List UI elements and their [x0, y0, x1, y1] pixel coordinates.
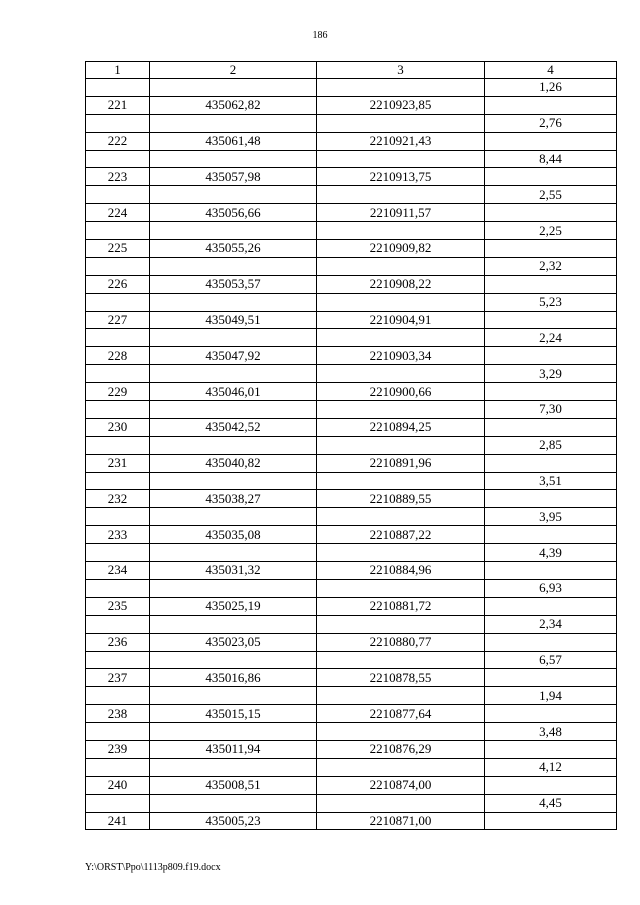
point-number-cell: 234	[86, 562, 150, 580]
empty-cell	[150, 472, 317, 490]
empty-cell	[485, 383, 617, 401]
empty-cell	[485, 562, 617, 580]
empty-cell	[317, 579, 485, 597]
coordinate-x-cell: 435053,57	[150, 275, 317, 293]
empty-cell	[485, 311, 617, 329]
page-number: 186	[312, 30, 328, 41]
coordinates-table	[85, 61, 617, 830]
distance-cell: 4,45	[485, 794, 617, 812]
distance-row	[86, 758, 617, 776]
empty-cell	[86, 401, 150, 419]
distance-cell: 6,93	[485, 579, 617, 597]
empty-cell	[150, 329, 317, 347]
empty-cell	[86, 508, 150, 526]
empty-cell	[485, 740, 617, 758]
point-number-cell: 239	[86, 740, 150, 758]
empty-cell	[485, 776, 617, 794]
point-number-cell: 236	[86, 633, 150, 651]
empty-cell	[86, 222, 150, 240]
point-number-cell: 225	[86, 240, 150, 258]
coordinate-y-cell: 2210911,57	[317, 204, 485, 222]
empty-cell	[317, 114, 485, 132]
empty-cell	[317, 365, 485, 383]
empty-cell	[485, 418, 617, 436]
empty-cell	[150, 651, 317, 669]
distance-row	[86, 651, 617, 669]
empty-cell	[150, 687, 317, 705]
coordinate-y-cell: 2210908,22	[317, 275, 485, 293]
coordinate-y-cell: 2210904,91	[317, 311, 485, 329]
empty-cell	[86, 329, 150, 347]
empty-cell	[317, 222, 485, 240]
point-number-cell: 222	[86, 132, 150, 150]
distance-cell: 2,76	[485, 114, 617, 132]
empty-cell	[150, 723, 317, 741]
coordinate-x-cell: 435049,51	[150, 311, 317, 329]
distance-cell: 2,24	[485, 329, 617, 347]
point-number-cell: 230	[86, 418, 150, 436]
distance-cell: 6,57	[485, 651, 617, 669]
coordinate-y-cell: 2210889,55	[317, 490, 485, 508]
column-header-2: 2	[150, 62, 317, 79]
table-row	[86, 418, 617, 436]
distance-row	[86, 401, 617, 419]
distance-cell: 3,51	[485, 472, 617, 490]
coordinate-y-cell: 2210880,77	[317, 633, 485, 651]
empty-cell	[150, 758, 317, 776]
distance-cell: 2,34	[485, 615, 617, 633]
point-number-cell: 228	[86, 347, 150, 365]
coordinate-x-cell: 435035,08	[150, 526, 317, 544]
point-number-cell: 231	[86, 454, 150, 472]
coordinate-y-cell: 2210874,00	[317, 776, 485, 794]
point-number-cell: 233	[86, 526, 150, 544]
column-header-4: 4	[485, 62, 617, 79]
coordinate-x-cell: 435016,86	[150, 669, 317, 687]
empty-cell	[485, 633, 617, 651]
distance-row	[86, 365, 617, 383]
empty-cell	[86, 579, 150, 597]
empty-cell	[86, 794, 150, 812]
coordinate-y-cell: 2210887,22	[317, 526, 485, 544]
coordinate-y-cell: 2210877,64	[317, 705, 485, 723]
coordinate-y-cell: 2210871,00	[317, 812, 485, 830]
distance-cell: 3,29	[485, 365, 617, 383]
coordinate-x-cell: 435046,01	[150, 383, 317, 401]
empty-cell	[485, 526, 617, 544]
empty-cell	[317, 723, 485, 741]
empty-cell	[317, 687, 485, 705]
distance-row	[86, 150, 617, 168]
distance-row	[86, 508, 617, 526]
coordinate-x-cell: 435062,82	[150, 96, 317, 114]
empty-cell	[150, 150, 317, 168]
coordinate-x-cell: 435057,98	[150, 168, 317, 186]
table-body	[86, 79, 617, 830]
distance-row	[86, 436, 617, 454]
empty-cell	[485, 132, 617, 150]
empty-cell	[317, 257, 485, 275]
empty-cell	[317, 186, 485, 204]
empty-cell	[86, 651, 150, 669]
coordinate-x-cell: 435047,92	[150, 347, 317, 365]
distance-row	[86, 794, 617, 812]
empty-cell	[485, 168, 617, 186]
empty-cell	[317, 150, 485, 168]
distance-row	[86, 186, 617, 204]
empty-cell	[317, 329, 485, 347]
coordinate-y-cell: 2210891,96	[317, 454, 485, 472]
empty-cell	[86, 186, 150, 204]
empty-cell	[150, 186, 317, 204]
distance-cell: 5,23	[485, 293, 617, 311]
distance-row	[86, 329, 617, 347]
point-number-cell: 240	[86, 776, 150, 794]
column-header-3: 3	[317, 62, 485, 79]
empty-cell	[317, 758, 485, 776]
distance-cell: 1,26	[485, 79, 617, 97]
distance-row	[86, 615, 617, 633]
table-row	[86, 240, 617, 258]
empty-cell	[86, 436, 150, 454]
empty-cell	[485, 96, 617, 114]
empty-cell	[150, 615, 317, 633]
empty-cell	[485, 347, 617, 365]
coordinate-x-cell: 435042,52	[150, 418, 317, 436]
point-number-cell: 238	[86, 705, 150, 723]
coordinate-x-cell: 435040,82	[150, 454, 317, 472]
coordinate-x-cell: 435005,23	[150, 812, 317, 830]
coordinate-x-cell: 435023,05	[150, 633, 317, 651]
empty-cell	[150, 114, 317, 132]
empty-cell	[150, 401, 317, 419]
coordinate-x-cell: 435056,66	[150, 204, 317, 222]
empty-cell	[150, 544, 317, 562]
coordinate-x-cell: 435038,27	[150, 490, 317, 508]
distance-row	[86, 544, 617, 562]
empty-cell	[485, 275, 617, 293]
table-row	[86, 168, 617, 186]
distance-cell: 2,32	[485, 257, 617, 275]
point-number-cell: 229	[86, 383, 150, 401]
empty-cell	[485, 454, 617, 472]
distance-cell: 7,30	[485, 401, 617, 419]
distance-cell: 1,94	[485, 687, 617, 705]
coordinate-x-cell: 435055,26	[150, 240, 317, 258]
empty-cell	[485, 240, 617, 258]
empty-cell	[86, 687, 150, 705]
table-row	[86, 740, 617, 758]
empty-cell	[317, 401, 485, 419]
empty-cell	[485, 597, 617, 615]
table-row	[86, 383, 617, 401]
empty-cell	[86, 150, 150, 168]
empty-cell	[86, 472, 150, 490]
distance-row	[86, 723, 617, 741]
coordinate-x-cell: 435061,48	[150, 132, 317, 150]
empty-cell	[150, 222, 317, 240]
distance-row	[86, 257, 617, 275]
coordinate-y-cell: 2210878,55	[317, 669, 485, 687]
distance-row	[86, 79, 617, 97]
empty-cell	[86, 723, 150, 741]
empty-cell	[150, 579, 317, 597]
distance-cell: 2,55	[485, 186, 617, 204]
table-row	[86, 705, 617, 723]
distance-row	[86, 293, 617, 311]
coordinate-x-cell: 435008,51	[150, 776, 317, 794]
empty-cell	[317, 794, 485, 812]
empty-cell	[86, 293, 150, 311]
coordinate-x-cell: 435015,15	[150, 705, 317, 723]
empty-cell	[317, 436, 485, 454]
point-number-cell: 221	[86, 96, 150, 114]
distance-row	[86, 579, 617, 597]
table-row	[86, 132, 617, 150]
coordinate-y-cell: 2210903,34	[317, 347, 485, 365]
empty-cell	[485, 669, 617, 687]
empty-cell	[86, 365, 150, 383]
coordinate-y-cell: 2210876,29	[317, 740, 485, 758]
distance-cell: 3,95	[485, 508, 617, 526]
table-row	[86, 347, 617, 365]
empty-cell	[150, 365, 317, 383]
empty-cell	[317, 651, 485, 669]
table-row	[86, 275, 617, 293]
point-number-cell: 232	[86, 490, 150, 508]
coordinate-y-cell: 2210894,25	[317, 418, 485, 436]
distance-cell: 4,12	[485, 758, 617, 776]
empty-cell	[150, 436, 317, 454]
column-header-1: 1	[86, 62, 150, 79]
empty-cell	[485, 812, 617, 830]
point-number-cell: 227	[86, 311, 150, 329]
distance-cell: 4,39	[485, 544, 617, 562]
empty-cell	[150, 508, 317, 526]
point-number-cell: 241	[86, 812, 150, 830]
coordinate-y-cell: 2210900,66	[317, 383, 485, 401]
empty-cell	[86, 544, 150, 562]
table-row	[86, 812, 617, 830]
distance-cell: 2,85	[485, 436, 617, 454]
coordinate-y-cell: 2210909,82	[317, 240, 485, 258]
point-number-cell: 224	[86, 204, 150, 222]
empty-cell	[86, 758, 150, 776]
point-number-cell: 235	[86, 597, 150, 615]
empty-cell	[317, 79, 485, 97]
table-row	[86, 669, 617, 687]
coordinate-y-cell: 2210913,75	[317, 168, 485, 186]
distance-row	[86, 222, 617, 240]
distance-row	[86, 687, 617, 705]
point-number-cell: 237	[86, 669, 150, 687]
empty-cell	[150, 257, 317, 275]
distance-cell: 2,25	[485, 222, 617, 240]
empty-cell	[317, 615, 485, 633]
empty-cell	[485, 490, 617, 508]
table-row	[86, 776, 617, 794]
table-row	[86, 311, 617, 329]
table-row	[86, 597, 617, 615]
empty-cell	[317, 472, 485, 490]
empty-cell	[86, 615, 150, 633]
distance-cell: 3,48	[485, 723, 617, 741]
table-header-row	[86, 62, 617, 79]
empty-cell	[317, 293, 485, 311]
empty-cell	[86, 114, 150, 132]
empty-cell	[317, 544, 485, 562]
footer-file-path: Y:\ORST\Ppo\1113p809.f19.docx	[85, 862, 221, 873]
coordinate-x-cell: 435031,32	[150, 562, 317, 580]
table-row	[86, 96, 617, 114]
point-number-cell: 226	[86, 275, 150, 293]
coordinate-y-cell: 2210881,72	[317, 597, 485, 615]
table-row	[86, 562, 617, 580]
table-row	[86, 204, 617, 222]
empty-cell	[86, 79, 150, 97]
empty-cell	[150, 79, 317, 97]
empty-cell	[86, 257, 150, 275]
coordinate-y-cell: 2210921,43	[317, 132, 485, 150]
empty-cell	[150, 794, 317, 812]
coordinate-x-cell: 435011,94	[150, 740, 317, 758]
empty-cell	[317, 508, 485, 526]
empty-cell	[150, 293, 317, 311]
table-row	[86, 490, 617, 508]
table-row	[86, 633, 617, 651]
coordinate-x-cell: 435025,19	[150, 597, 317, 615]
table-row	[86, 526, 617, 544]
coordinate-y-cell: 2210923,85	[317, 96, 485, 114]
distance-row	[86, 472, 617, 490]
distance-cell: 8,44	[485, 150, 617, 168]
empty-cell	[485, 705, 617, 723]
point-number-cell: 223	[86, 168, 150, 186]
table-row	[86, 454, 617, 472]
distance-row	[86, 114, 617, 132]
coordinate-y-cell: 2210884,96	[317, 562, 485, 580]
empty-cell	[485, 204, 617, 222]
